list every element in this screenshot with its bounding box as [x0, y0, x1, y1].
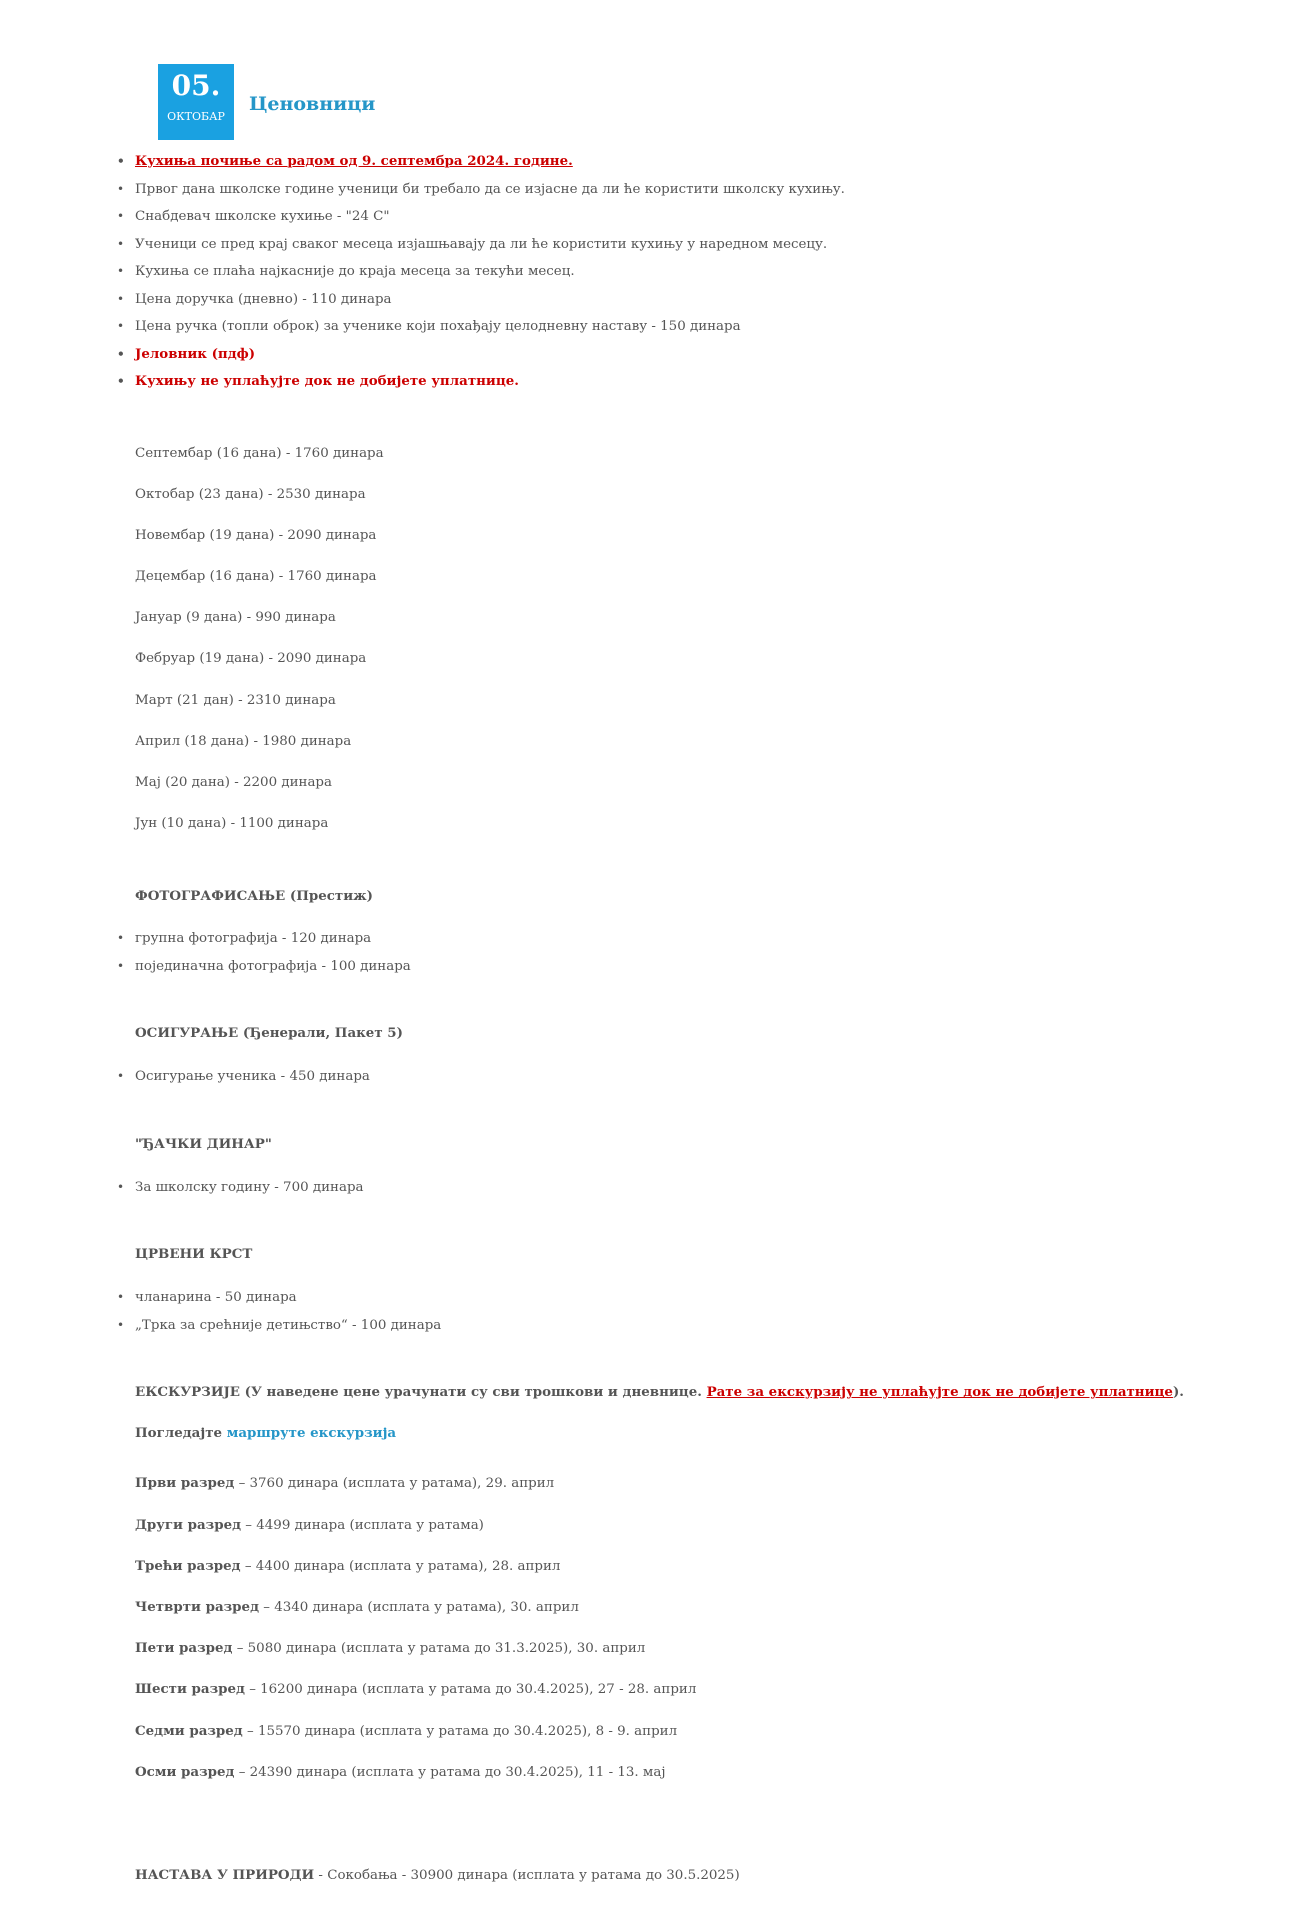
month-row: Март (21 дан) - 2310 динара	[135, 692, 336, 708]
month-row: Децембар (16 дана) - 1760 динара	[135, 569, 377, 585]
month-row: Октобар (23 дана) - 2530 динара	[135, 486, 366, 502]
list-item: • чланарина - 50 динара	[135, 1284, 1235, 1312]
photo-title: ФОТОГРАФИСАЊЕ (Престиж)	[135, 888, 374, 905]
nature-price: - Сокобања - 30900 динара (исплата у ратама до 30.5.2025)	[314, 1867, 740, 1883]
list-item: • Осигурање ученика - 450 динара	[135, 1063, 1235, 1091]
list-item: • Кухиња се плаћа најкасније до краја месеца за текући месец.	[135, 258, 1235, 286]
photo-list	[135, 925, 1235, 980]
dinar-list	[135, 1174, 1235, 1202]
grade-row	[135, 1669, 1235, 1710]
grade-price: – 15570 динара (исплата у ратама до 30.4.2025), 8 - 9. април	[242, 1723, 678, 1739]
grade-label: Трећи разред	[135, 1557, 241, 1574]
month-row: Новембар (19 дана) - 2090 динара	[135, 527, 377, 543]
grade-label: Седми разред	[135, 1722, 243, 1739]
month-row: Септембар (16 дана) - 1760 динара	[135, 445, 384, 461]
redcross-title: ЦРВЕНИ КРСТ	[135, 1246, 253, 1263]
date-badge	[158, 64, 234, 140]
grade-price: – 4400 динара (исплата у ратама), 28. април	[240, 1558, 561, 1574]
date-day: 05.	[171, 69, 221, 102]
excursions-title-end: ).	[1172, 1384, 1184, 1401]
see-label: Погледајте	[135, 1425, 223, 1442]
grade-label: Други разред	[135, 1516, 242, 1533]
month-row: Фебруар (19 дана) - 2090 динара	[135, 651, 367, 667]
grade-label: Пети разред	[135, 1640, 233, 1657]
grade-label: Први разред	[135, 1475, 235, 1492]
list-item: • Снабдевач школске кухиње - "24 С"	[135, 203, 1235, 231]
menu-pdf-link[interactable]: • Јеловник (пдф)	[135, 341, 1235, 369]
excursion-routes-link[interactable]: маршруте екскурзија	[226, 1425, 397, 1442]
post-header	[158, 64, 375, 140]
list-item: • Цена ручка (топли оброк) за ученике који похађају целодневну наставу - 150 динара	[135, 313, 1235, 341]
list-item: • Првог дана школске године ученици би требало да се изјасне да ли ће користити школску кухињу.	[135, 176, 1235, 204]
insurance-title: ОСИГУРАЊЕ (Ђенерали, Пакет 5)	[135, 1025, 403, 1042]
kitchen-start-link[interactable]: • Кухиња почиње са радом од 9. септембра 2024. године.	[135, 148, 1235, 176]
kitchen-warning: • Кухињу не уплаћујте док не добијете уплатнице.	[135, 368, 1235, 396]
list-item: • За школску годину - 700 динара	[135, 1174, 1235, 1202]
excursions-title	[135, 1381, 1235, 1403]
month-row: Јануар (9 дана) - 990 динара	[135, 610, 336, 626]
grade-label: Четврти разред	[135, 1598, 259, 1615]
grade-row	[135, 1546, 1235, 1587]
insurance-list	[135, 1063, 1235, 1091]
grade-row	[135, 1505, 1235, 1546]
list-item: • појединачна фотографија - 100 динара	[135, 953, 1235, 981]
list-item: • Ученици се пред крај сваког месеца изјашњавају да ли ће користити кухињу у наредном месецу.	[135, 231, 1235, 259]
grade-row	[135, 1752, 1235, 1793]
redcross-list	[135, 1284, 1235, 1339]
excursion-payment-link[interactable]: Рате за екскурзију не уплаћујте док не добијете уплатнице	[706, 1384, 1173, 1401]
grade-label: Осми разред	[135, 1763, 235, 1780]
grade-price: – 3760 динара (исплата у ратама), 29. април	[234, 1476, 555, 1492]
date-month: ОКТОБАР	[167, 110, 225, 123]
dinar-title: "ЂАЧКИ ДИНАР"	[135, 1135, 272, 1152]
kitchen-list	[135, 148, 1235, 396]
grade-row	[135, 1628, 1235, 1669]
month-row: Мај (20 дана) - 2200 динара	[135, 775, 332, 790]
grade-price: – 4499 динара (исплата у ратама)	[241, 1517, 484, 1533]
list-item: • Цена доручка (дневно) - 110 динара	[135, 286, 1235, 314]
grade-price: – 24390 динара (исплата у ратама до 30.4.2025), 11 - 13. мај	[234, 1764, 666, 1780]
list-item: • групна фотографија - 120 динара	[135, 925, 1235, 953]
excursions-title-text: ЕКСКУРЗИЈЕ (У наведене цене урачунати су сви трошкови и дневнице.	[135, 1384, 702, 1401]
grade-price: – 4340 динара (исплата у ратама), 30. април	[259, 1599, 579, 1615]
month-row: Јун (10 дана) - 1100 динара	[135, 816, 329, 832]
grade-price: – 16200 динара (исплата у ратама до 30.4.2025), 27 - 28. април	[244, 1682, 697, 1698]
grade-price: – 5080 динара (исплата у ратама до 31.3.2025), 30. април	[232, 1641, 646, 1657]
nature-row	[135, 1855, 1235, 1896]
grade-row	[135, 1587, 1235, 1628]
article-content	[135, 148, 1235, 1896]
list-item: • „Трка за срећније детињство“ - 100 динара	[135, 1312, 1235, 1340]
grade-label: Шести разред	[135, 1681, 245, 1698]
grade-row	[135, 1711, 1235, 1752]
monthly-prices	[135, 433, 1235, 845]
nature-label: НАСТАВА У ПРИРОДИ	[135, 1866, 315, 1883]
grade-row	[135, 1463, 1235, 1504]
excursion-routes-line	[135, 1422, 1235, 1444]
page-title: Ценовници	[249, 93, 376, 115]
month-row: Април (18 дана) - 1980 динара	[135, 733, 352, 749]
